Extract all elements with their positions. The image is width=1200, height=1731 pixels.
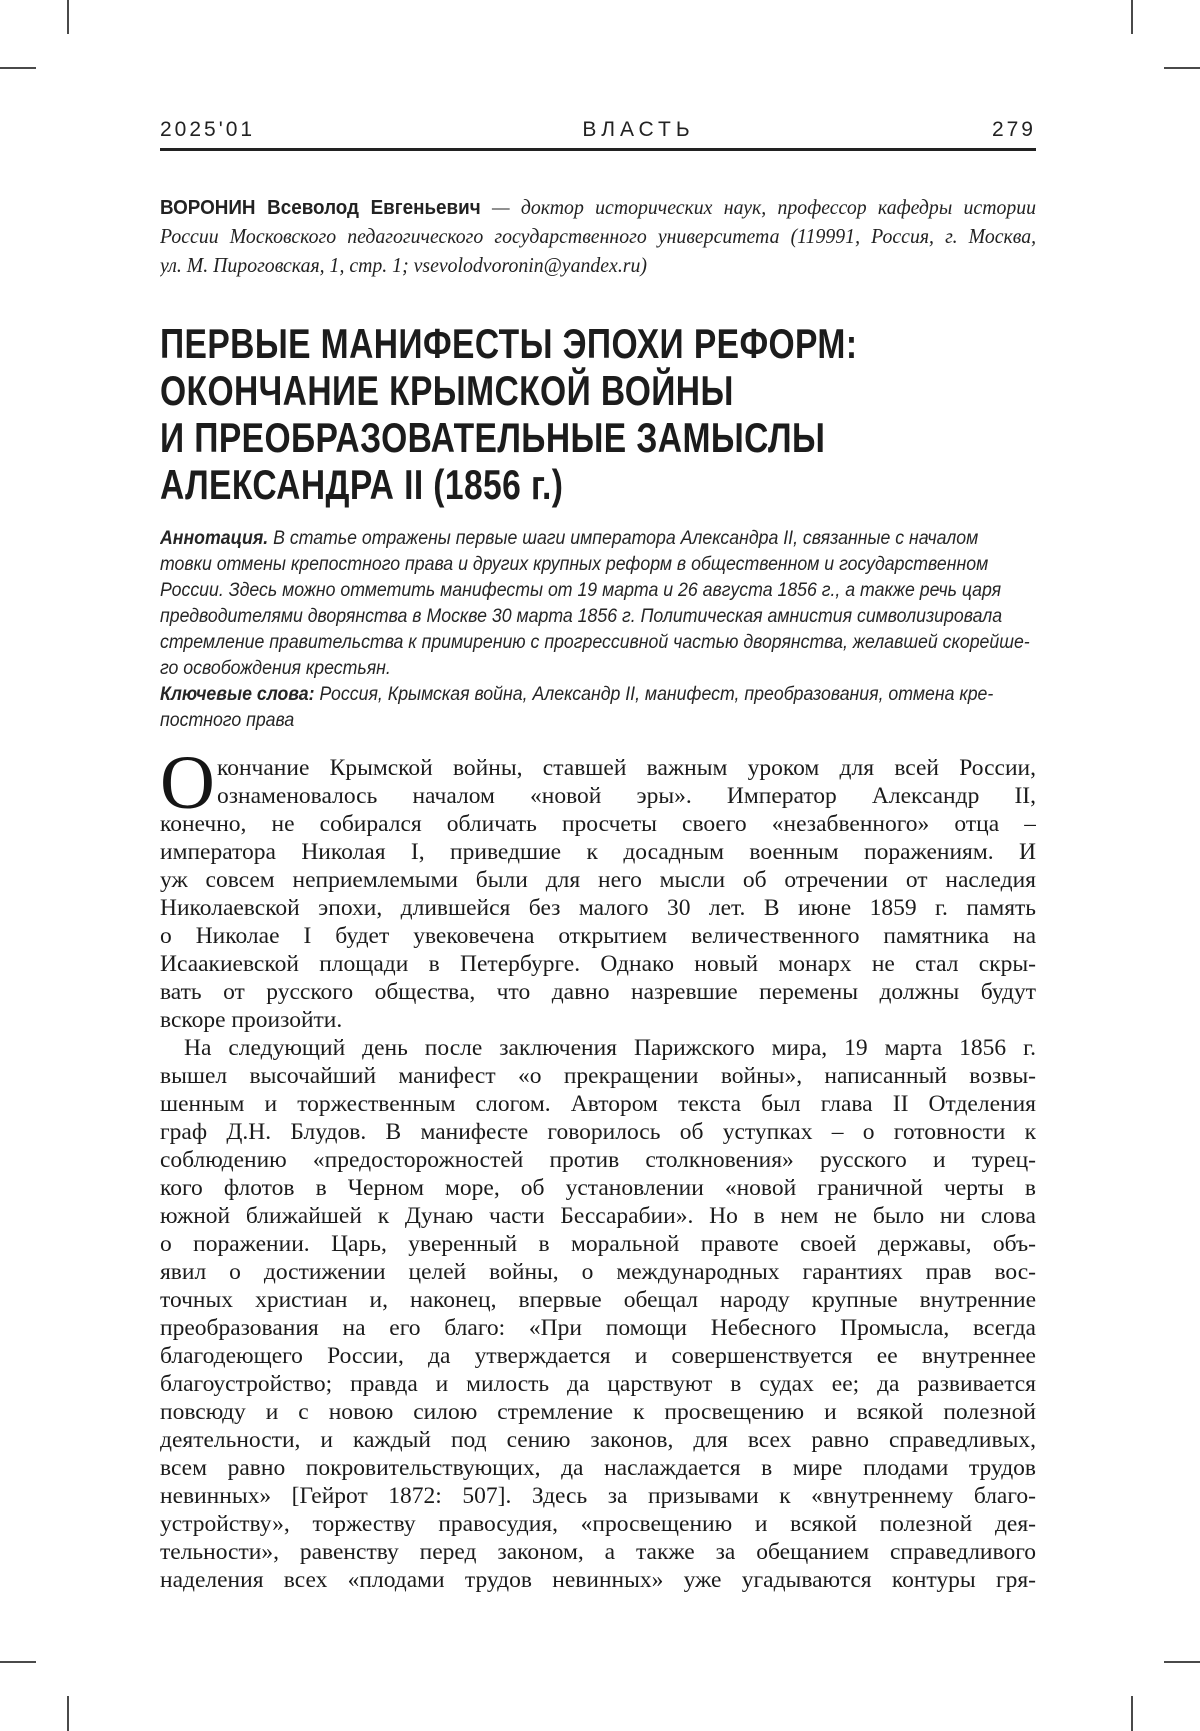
- paragraph: [160, 741, 1036, 1034]
- crop-mark: [1131, 1696, 1133, 1731]
- body-line: граф Д.Н. Блудов. В манифесте говорилось об уступках – о готовности к: [160, 1119, 1036, 1145]
- body-line: тельности», равенству перед законом, а также за обещанием справедливого: [160, 1539, 1036, 1565]
- abstract-line: стремление правительства к примирению с прогрессивной частью дворянства, желавшей скорейше-: [160, 632, 1030, 653]
- abstract-block: [160, 526, 1036, 734]
- crop-mark: [1131, 0, 1133, 34]
- paragraph: [160, 1034, 1036, 1594]
- body-line: южной ближайшей к Дунаю части Бессарабии». Но в нем не было ни слова: [160, 1203, 1036, 1229]
- keywords-lines: [160, 708, 1036, 734]
- body-line: Исаакиевской площади в Петербурге. Однако новый монарх не стал скры-: [160, 951, 1036, 977]
- journal-title: ВЛАСТЬ: [582, 118, 695, 141]
- abstract-line: предводителями дворянства в Москве 30 марта 1856 г. Политическая амнистия символизировала: [160, 606, 1003, 627]
- body-line: о Николае I будет увековечена открытием величественного памятника на: [160, 923, 1036, 949]
- keywords-first-line: [160, 682, 1036, 708]
- author-block: [160, 193, 1036, 280]
- page-number: 279: [991, 118, 1036, 141]
- crop-mark: [1164, 67, 1200, 69]
- body-line: вать от русского общества, что давно назревшие перемены должны будут: [160, 979, 1036, 1005]
- crop-mark: [1164, 1661, 1200, 1663]
- running-head: [160, 118, 1036, 151]
- paragraph-lines: [160, 1034, 1036, 1594]
- keywords-line: постного права: [160, 710, 295, 731]
- body-line: кого флотов в Черном море, об установлении «новой граничной черты в: [160, 1175, 1036, 1201]
- abstract-line: товки отмены крепостного права и других крупных реформ в общественном и государственном: [160, 554, 989, 575]
- abstract-label: Аннотация.: [160, 528, 269, 549]
- abstract-text: В статье отражены первые шаги императора Александра II, связанные с началом: [273, 528, 979, 549]
- author-line: ул. М. Пироговская, 1, стр. 1; vsevolodvoronin@yandex.ru): [160, 253, 647, 277]
- body-line: шенным и торжественным слогом. Автором текста был глава II Отделения: [160, 1091, 1036, 1117]
- author-line: [160, 193, 1036, 222]
- drop-cap: О: [160, 741, 215, 825]
- body-line: наделения всех «плодами трудов невинных» уже угадываются контуры гря-: [160, 1567, 1036, 1593]
- body-line: императора Николая I, приведшие к досадным военным поражениям. И: [160, 839, 1036, 865]
- title-line: И ПРЕОБРАЗОВАТЕЛЬНЫЕ ЗАМЫСЛЫ: [160, 414, 826, 461]
- title-line: ПЕРВЫЕ МАНИФЕСТЫ ЭПОХИ РЕФОРМ:: [160, 320, 858, 367]
- body-line: деятельности, и каждый под сению законов, для всех равно справедливых,: [160, 1427, 1036, 1453]
- body-line: ознаменовалось началом «новой эры». Император Александр II,: [217, 783, 1036, 809]
- abstract-lines: [160, 552, 1036, 682]
- page-content: [160, 0, 1036, 1594]
- body-line: вскоре произойти.: [160, 1007, 343, 1033]
- keywords-label: Ключевые слова:: [160, 684, 315, 705]
- body-line: конечно, не собирался обличать просчеты своего «незабвенного» отца –: [160, 811, 1036, 837]
- body-line: соблюдению «предосторожностей против столкновения» русского и турец-: [160, 1147, 1036, 1173]
- body-line: точных христиан и, наконец, впервые обещал народу крупные внутренние: [160, 1287, 1036, 1313]
- crop-mark: [67, 0, 69, 34]
- author-affiliation: — доктор исторических наук, профессор кафедры истории: [480, 195, 1037, 219]
- body-line: явил о достижении целей войны, о международных гарантиях прав вос-: [160, 1259, 1036, 1285]
- keywords-text: Россия, Крымская война, Александр II, манифест, преобразования, отмена кре-: [314, 684, 994, 705]
- body-line: повсюду и с новою силою стремление к просвещению и всякой полезной: [160, 1399, 1036, 1425]
- body-line: невинных» [Гейрот 1872: 507]. Здесь за призывами к «внутреннему благо-: [160, 1483, 1036, 1509]
- author-name: ВОРОНИН Всеволод Евгеньевич: [160, 197, 481, 219]
- abstract-line: го освобождения крестьян.: [160, 658, 391, 679]
- paragraph-lines: [160, 741, 1036, 1034]
- body-line: благоустройство; правда и милость да царствуют в судах ее; да развивается: [160, 1371, 1036, 1397]
- crop-mark: [0, 1661, 36, 1663]
- body-line: На следующий день после заключения Парижского мира, 19 марта 1856 г.: [184, 1035, 1036, 1061]
- author-lines: [160, 222, 1036, 280]
- author-line: России Московского педагогического государственного университета (119991, Россия, г. Москва,: [160, 224, 1037, 248]
- body-line: преобразования на его благо: «При помощи Небесного Промысла, всегда: [160, 1315, 1036, 1341]
- body-line: Николаевской эпохи, длившейся без малого 30 лет. В июне 1859 г. память: [160, 895, 1036, 921]
- body-line: кончание Крымской войны, ставшей важным уроком для всей России,: [217, 755, 1036, 781]
- body-line: устройству», торжеству правосудия, «просвещению и всякой полезной дея-: [160, 1511, 1036, 1537]
- article-body: [160, 741, 1036, 1594]
- abstract-line: России. Здесь можно отметить манифесты от 19 марта и 26 августа 1856 г., а также речь царя: [160, 580, 1002, 601]
- crop-mark: [67, 1696, 69, 1731]
- article-title: [160, 320, 1080, 508]
- issue-number: 2025'01: [160, 118, 256, 141]
- title-line: ОКОНЧАНИЕ КРЫМСКОЙ ВОЙНЫ: [160, 367, 734, 414]
- body-line: уж совсем неприемлемыми были для него мысли об отречении от наследия: [160, 867, 1036, 893]
- abstract-first-line: [160, 526, 1036, 552]
- title-line: АЛЕКСАНДРА II (1856 г.): [160, 461, 564, 508]
- crop-mark: [0, 67, 36, 69]
- body-line: всем равно покровительствующих, да наслаждается в мире плодами трудов: [160, 1455, 1036, 1481]
- body-line: о поражении. Царь, уверенный в моральной правоте своей державы, объ-: [160, 1231, 1036, 1257]
- body-line: благодеющего России, да утверждается и совершенствуется ее внутреннее: [160, 1343, 1036, 1369]
- body-line: вышел высочайший манифест «о прекращении войны», написанный возвы-: [160, 1063, 1036, 1089]
